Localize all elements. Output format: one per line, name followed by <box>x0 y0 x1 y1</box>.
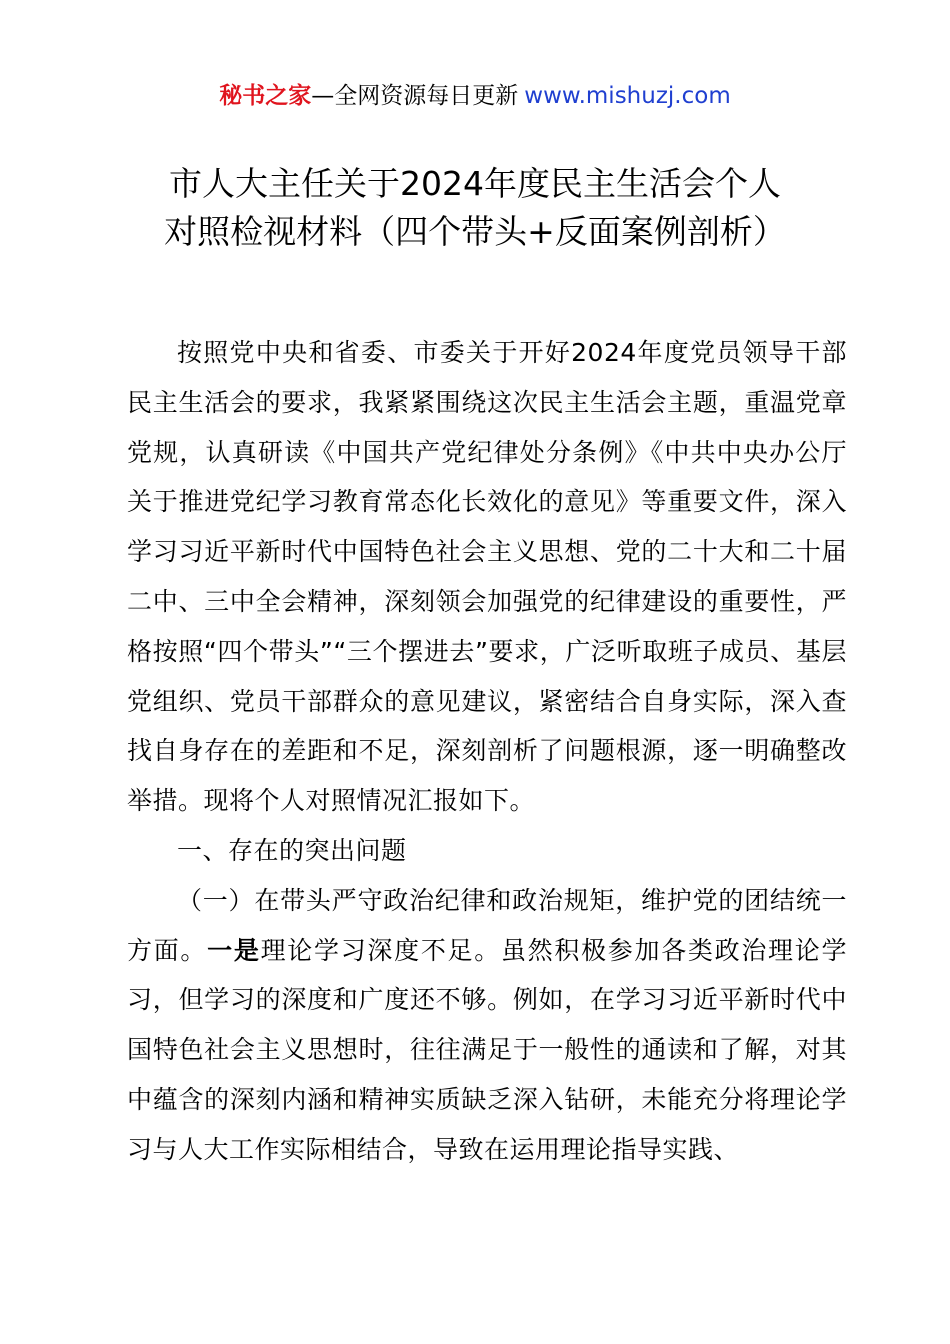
subsection-paragraph <box>127 876 847 1175</box>
header-tagline: —全网资源每日更新 <box>311 83 519 109</box>
site-header <box>0 80 950 112</box>
brand-name: 秘书之家 <box>219 83 312 109</box>
document-title <box>0 160 950 256</box>
point-text: 理论学习深度不足。虽然积极参加各类政治理论学习，但学习的深度和广度还不够。例如，在学习习近平新时代中国特色社会主义思想时，往往满足于一般性的通读和了解，对其中蕴含的深刻内涵和精神实质缺乏深入钻研，未能充分将理论学习与人大工作实际相结合，导致在运用理论指导实践、 <box>127 935 847 1164</box>
title-line-2: 对照检视材料（四个带头+反面案例剖析） <box>164 212 786 251</box>
subsection-intro: （一）在带头严守政治纪律和政治规矩，维护党的团结统一方面。 <box>127 885 847 965</box>
site-url-link[interactable]: www.mishuzj.com <box>524 83 731 109</box>
intro-paragraph: 按照党中央和省委、市委关于开好2024年度党员领导干部民主生活会的要求，我紧紧围绕这次民主生活会主题，重温党章党规，认真研读《中国共产党纪律处分条例》《中共中央办公厅关于推进党纪学习教育常态化长效化的意见》等重要文件，深入学习习近平新时代中国特色社会主义思想、党的二十大和二十届二中、三中全会精神，深刻领会加强党的纪律建设的重要性，严格按照“四个带头”“三个摆进去”要求，广泛听取班子成员、基层党组织、党员干部群众的意见建议，紧密结合自身实际，深入查找自身存在的差距和不足，深刻剖析了问题根源，逐一明确整改举措。现将个人对照情况汇报如下。 <box>127 338 847 816</box>
document-body <box>127 328 847 1175</box>
title-line-1: 市人大主任关于2024年度民主生活会个人 <box>169 164 781 203</box>
section-heading: 一、存在的突出问题 <box>177 835 407 865</box>
point-label: 一是 <box>207 935 261 965</box>
